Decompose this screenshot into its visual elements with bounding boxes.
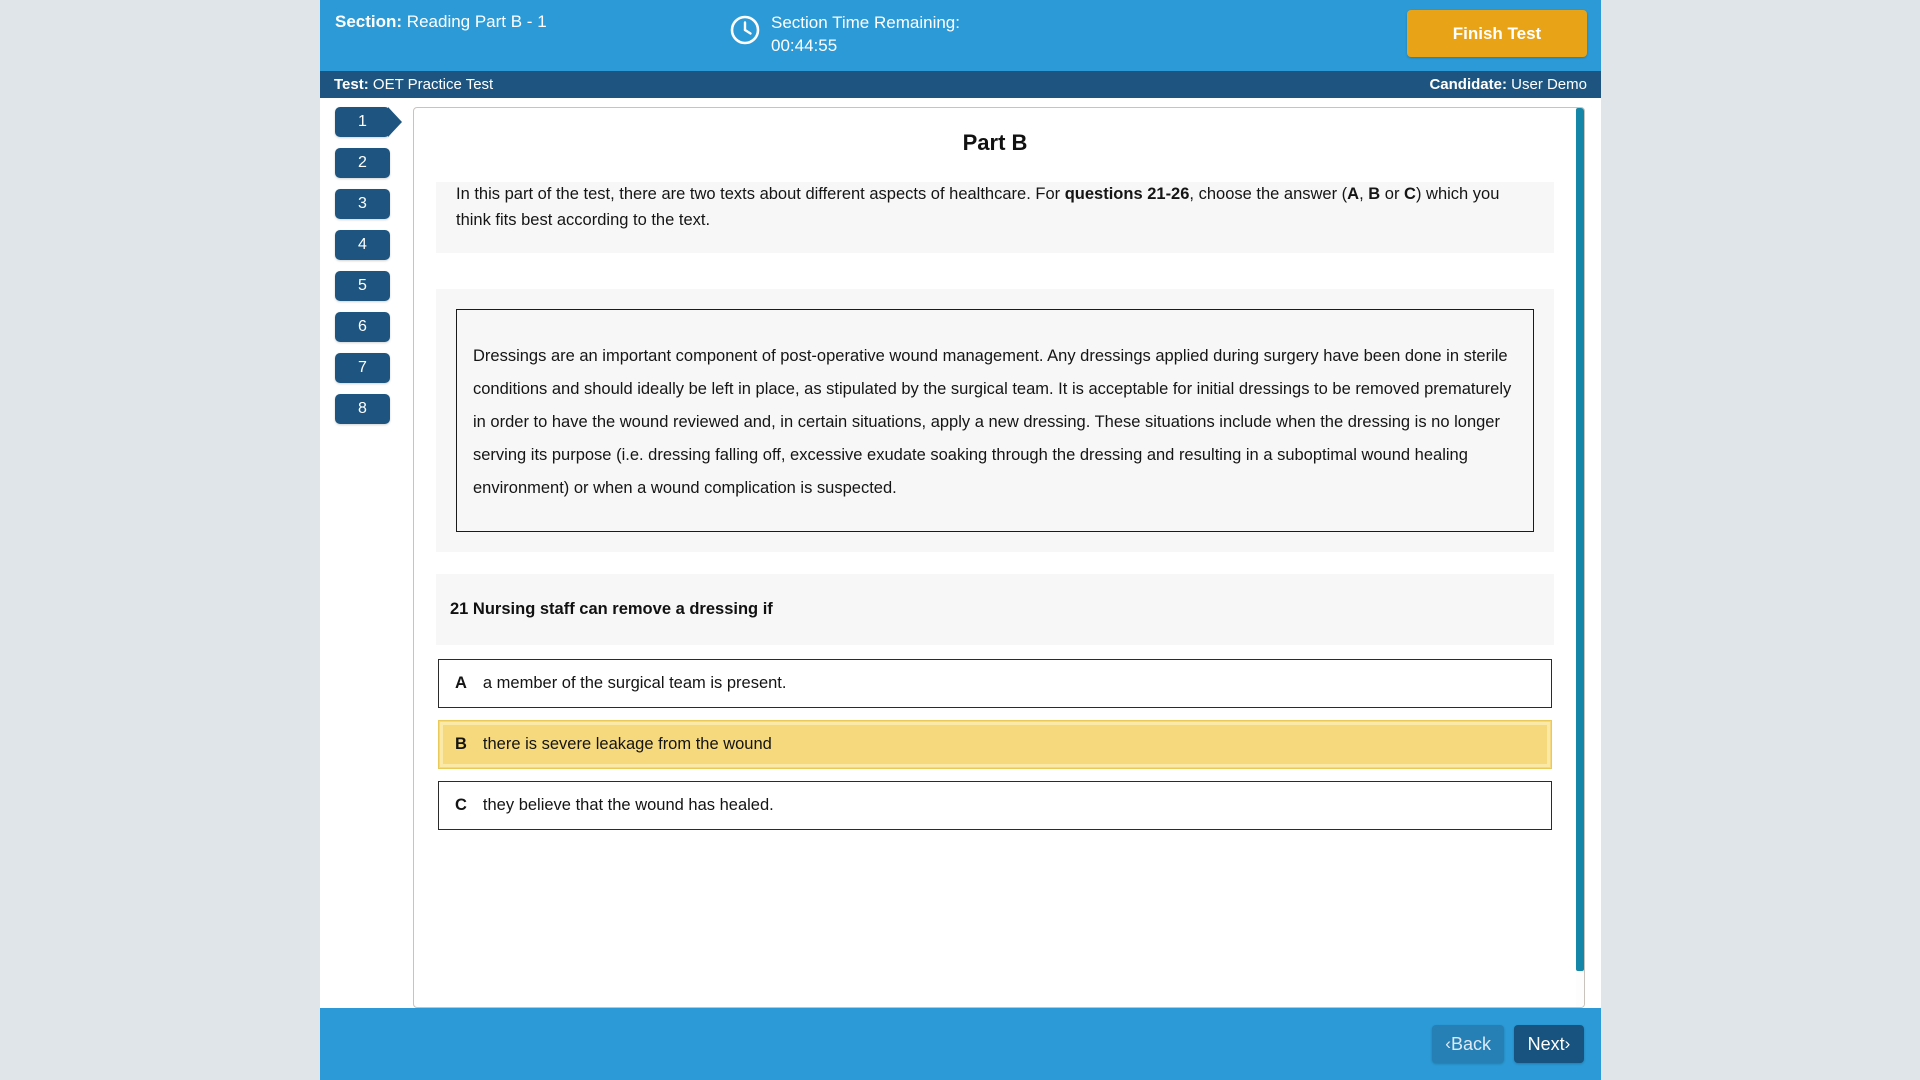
content-scrollbar-thumb[interactable] xyxy=(1576,108,1584,971)
instructions-pre: In this part of the test, there are two texts about different aspects of healthcare. For xyxy=(456,185,1065,203)
test-application-window xyxy=(320,0,1601,1080)
clock-icon xyxy=(729,14,761,46)
footer-bar xyxy=(320,1008,1601,1080)
question-navigation-rail xyxy=(320,98,413,1008)
top-header-bar xyxy=(320,0,1601,71)
nav-question-label: 6 xyxy=(358,318,367,335)
answer-option-b[interactable] xyxy=(438,720,1552,769)
option-letter-b: B xyxy=(1368,185,1381,203)
nav-question-5[interactable] xyxy=(335,271,390,301)
nav-question-label: 4 xyxy=(358,236,367,253)
nav-question-3[interactable] xyxy=(335,189,390,219)
nav-question-7[interactable] xyxy=(335,353,390,383)
content-scroll-area xyxy=(414,108,1576,1007)
separator-2: or xyxy=(1380,185,1405,203)
next-button[interactable] xyxy=(1514,1025,1584,1063)
section-prefix: Section: xyxy=(335,12,403,31)
nav-question-label: 1 xyxy=(358,113,367,130)
answer-option-letter: C xyxy=(455,796,467,815)
content-panel xyxy=(413,107,1585,1008)
section-name: Reading Part B - 1 xyxy=(406,12,547,31)
nav-question-6[interactable] xyxy=(335,312,390,342)
nav-question-label: 2 xyxy=(358,154,367,171)
instructions-post: ) which you think fits best according to the text. xyxy=(456,185,1500,229)
body-area xyxy=(320,98,1601,1008)
instructions-questions-range: questions 21-26 xyxy=(1064,185,1190,203)
passage-text: Dressings are an important component of post-operative wound management. Any dressings applied during surgery have been done in sterile conditions and should ideally be left in place, as stipulated by the surgical team. It is acceptable for initial dressings to be removed prematurely in order to have the wound reviewed and, in certain situations, apply a new dressing. These situations include when the dressing is no longer serving its purpose (i.e. dressing falling off, excessive exudate soaking through the dressing and resulting in a suboptimal wound healing environment) or when a wound complication is suspected. xyxy=(473,347,1512,498)
option-letter-c: C xyxy=(1404,185,1416,203)
passage-card xyxy=(436,289,1554,552)
answer-options-list xyxy=(436,659,1554,830)
answer-option-letter: B xyxy=(455,735,467,754)
nav-question-1[interactable] xyxy=(335,107,390,137)
nav-question-8[interactable] xyxy=(335,394,390,424)
chevron-left-icon: ‹ xyxy=(1445,1034,1451,1053)
answer-option-text: there is severe leakage from the wound xyxy=(482,735,772,754)
test-prefix: Test: xyxy=(334,76,369,93)
test-name: OET Practice Test xyxy=(372,76,494,93)
answer-option-letter: A xyxy=(455,674,467,693)
back-button[interactable] xyxy=(1432,1025,1504,1063)
nav-question-label: 3 xyxy=(358,195,367,212)
nav-question-2[interactable] xyxy=(335,148,390,178)
answer-option-text: they believe that the wound has healed. xyxy=(482,796,774,815)
section-label xyxy=(335,12,547,32)
instructions-card xyxy=(436,182,1554,253)
question-card xyxy=(436,574,1554,645)
nav-question-4[interactable] xyxy=(335,230,390,260)
back-button-label: Back xyxy=(1450,1033,1491,1054)
answer-option-c[interactable] xyxy=(438,781,1552,830)
timer-label: Section Time Remaining: xyxy=(771,13,960,32)
nav-question-label: 5 xyxy=(358,277,367,294)
finish-test-button[interactable]: Finish Test xyxy=(1407,10,1587,57)
instructions-mid: , choose the answer ( xyxy=(1189,185,1348,203)
question-text: 21 Nursing staff can remove a dressing if xyxy=(450,600,773,619)
candidate-prefix: Candidate: xyxy=(1429,76,1507,93)
answer-option-a[interactable] xyxy=(438,659,1552,708)
sub-header-bar xyxy=(320,71,1601,98)
nav-question-label: 7 xyxy=(358,359,367,376)
option-letter-a: A xyxy=(1347,185,1360,203)
candidate-info xyxy=(1429,76,1587,93)
section-timer xyxy=(729,12,960,58)
chevron-right-icon: › xyxy=(1564,1034,1571,1053)
timer-value: 00:44:55 xyxy=(771,35,838,55)
test-info xyxy=(334,76,1429,93)
answer-option-text: a member of the surgical team is present. xyxy=(482,674,787,693)
passage-box xyxy=(456,309,1534,532)
separator-1: , xyxy=(1359,185,1369,203)
candidate-name: User Demo xyxy=(1511,76,1587,93)
page-title: Part B xyxy=(962,130,1028,155)
timer-text-block xyxy=(771,12,960,58)
content-scrollbar-track[interactable] xyxy=(1576,108,1584,1007)
next-button-label: Next xyxy=(1527,1033,1565,1054)
instructions-text xyxy=(456,182,1534,233)
nav-question-label: 8 xyxy=(358,400,367,417)
